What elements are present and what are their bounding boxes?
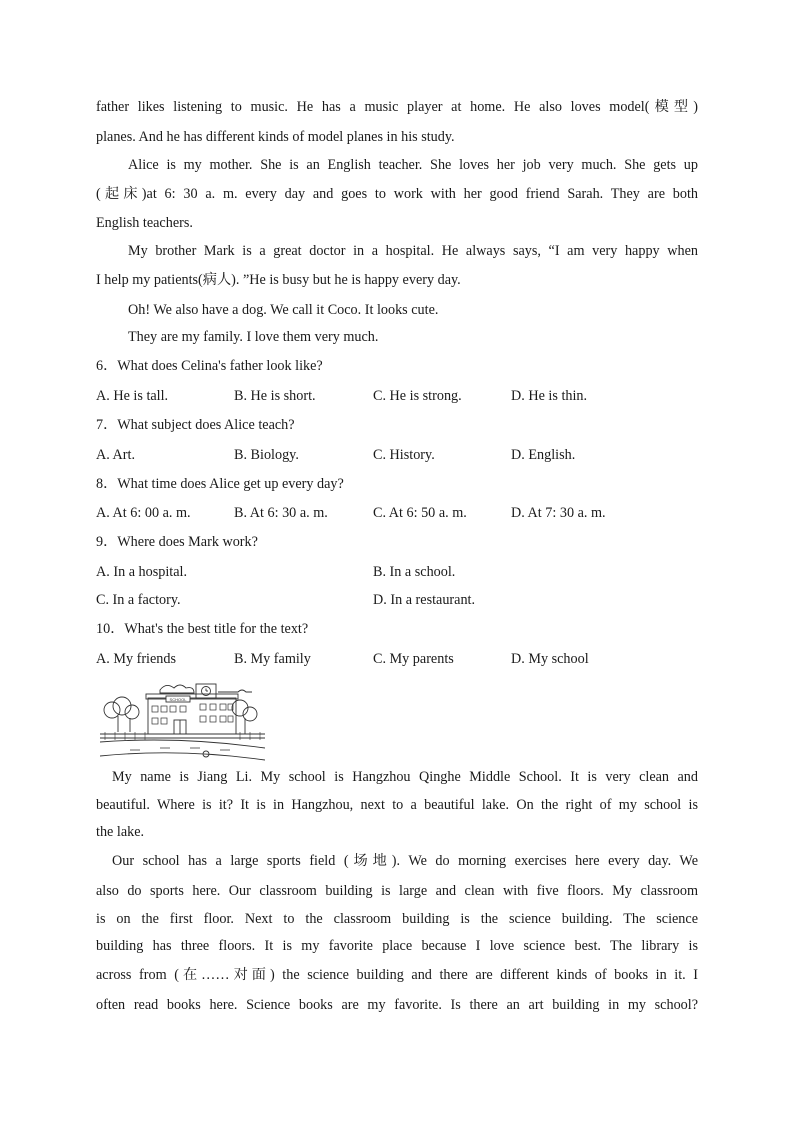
text-line: across from (在……对面) the science building and there are different kinds of books in it. I	[96, 967, 698, 983]
text-line: also do sports here. Our classroom building is large and clean with five floors. My classroom	[96, 883, 698, 899]
text-line: planes. And he has different kinds of model planes in his study.	[96, 129, 455, 145]
question-stem: 10．What's the best title for the text?	[96, 621, 309, 637]
question-stem: 9．Where does Mark work?	[96, 534, 258, 550]
school-sign: SCHOOL	[169, 697, 187, 702]
text-line: English teachers.	[96, 215, 193, 231]
option-d: D. He is thin.	[511, 388, 588, 404]
text-line: My name is Jiang Li. My school is Hangzhou Qinghe Middle School. It is very clean and	[112, 769, 698, 785]
option-d: D. At 7: 30 a. m.	[511, 505, 606, 521]
text-line: is on the first floor. Next to the classroom building is the science building. The science	[96, 911, 698, 927]
option-a: A. In a hospital.	[96, 564, 188, 580]
text-line: They are my family. I love them very much.	[128, 329, 379, 345]
school-illustration	[100, 680, 265, 762]
option-a: A. At 6: 00 a. m.	[96, 505, 191, 521]
option-b: B. My family	[234, 651, 311, 667]
text-line: father likes listening to music. He has a music player at home. He also loves model(模型)	[96, 99, 698, 115]
text-line: Alice is my mother. She is an English teacher. She loves her job very much. She gets up	[128, 157, 698, 173]
option-a: A. My friends	[96, 651, 176, 667]
text-line: I help my patients(病人). ”He is busy but he is happy every day.	[96, 272, 461, 288]
option-c: C. History.	[373, 447, 435, 463]
text-line: building has three floors. It is my favorite place because I love science best. The library is	[96, 938, 698, 954]
option-b: B. Biology.	[234, 447, 299, 463]
text-line: My brother Mark is a great doctor in a hospital. He always says, “I am very happy when	[128, 243, 698, 259]
option-c: C. He is strong.	[373, 388, 462, 404]
option-c: C. At 6: 50 a. m.	[373, 505, 467, 521]
option-c: C. My parents	[373, 651, 454, 667]
text-line: Oh! We also have a dog. We call it Coco. It looks cute.	[128, 302, 439, 318]
text-line: Our school has a large sports field (场地). We do morning exercises here every day. We	[112, 853, 698, 869]
option-c: C. In a factory.	[96, 592, 181, 608]
question-stem: 7．What subject does Alice teach?	[96, 417, 295, 433]
option-d: D. My school	[511, 651, 589, 667]
text-line: (起床)at 6: 30 a. m. every day and goes to work with her good friend Sarah. They are both	[96, 186, 698, 202]
option-a: A. He is tall.	[96, 388, 169, 404]
option-d: D. In a restaurant.	[373, 592, 476, 608]
question-stem: 6．What does Celina's father look like?	[96, 358, 323, 374]
text-line: beautiful. Where is it? It is in Hangzhou, next to a beautiful lake. On the right of my school is	[96, 797, 698, 813]
option-d: D. English.	[511, 447, 576, 463]
text-line: the lake.	[96, 824, 145, 840]
option-b: B. He is short.	[234, 388, 316, 404]
option-b: B. At 6: 30 a. m.	[234, 505, 328, 521]
question-stem: 8．What time does Alice get up every day?	[96, 476, 344, 492]
text-line: often read books here. Science books are my favorite. Is there an art building in my school?	[96, 997, 698, 1013]
option-b: B. In a school.	[373, 564, 456, 580]
option-a: A. Art.	[96, 447, 136, 463]
